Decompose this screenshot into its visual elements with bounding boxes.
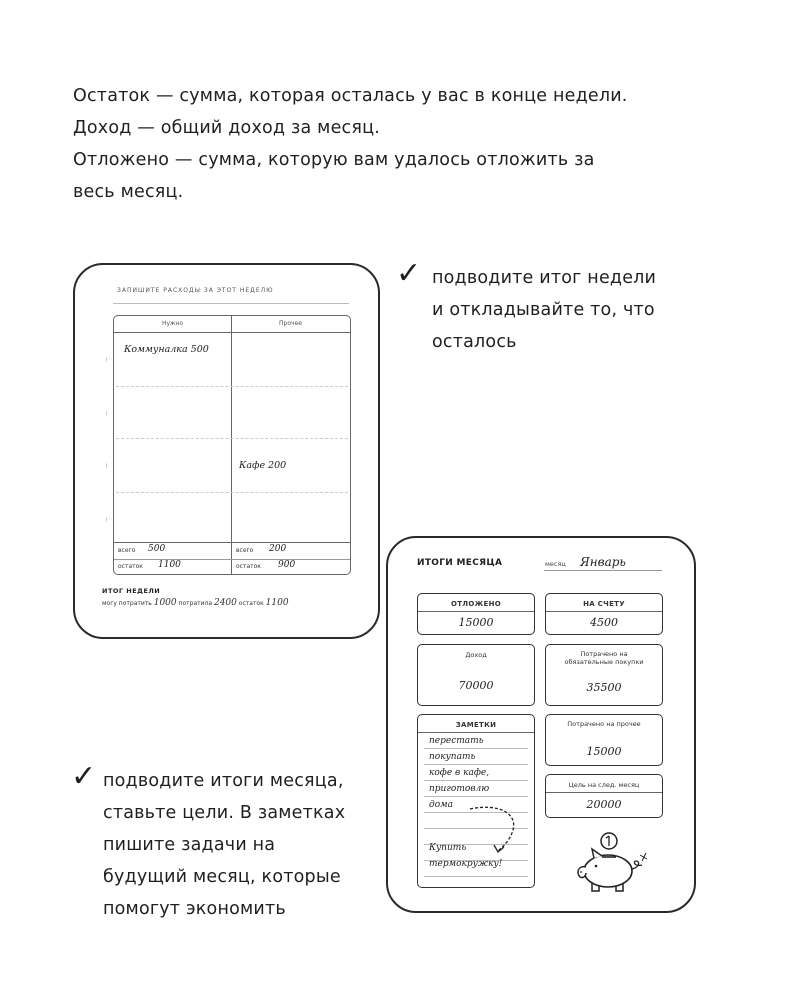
- divider: [113, 303, 349, 304]
- month-value: Январь: [580, 555, 626, 569]
- row-divider: [116, 438, 348, 439]
- spent-mandatory-box: [545, 644, 663, 706]
- monthly-card-title: ИТОГИ МЕСЯЦА: [417, 558, 503, 568]
- spent-other-label: Потрачено на прочее: [567, 720, 641, 728]
- note-item: покупать: [429, 752, 476, 762]
- spent-other-box: [545, 714, 663, 766]
- total-value: 200: [269, 544, 287, 554]
- summary-label: остаток: [238, 600, 264, 607]
- summary-label: могу потратить: [102, 600, 152, 607]
- total-label: всего: [236, 547, 254, 554]
- summary-value: 1100: [265, 598, 289, 608]
- weekday-marker: —: [104, 517, 110, 522]
- row-divider: [116, 492, 348, 493]
- note-rule: [424, 876, 528, 877]
- tip-line: помогут экономить: [103, 899, 286, 919]
- note-item: Купить: [429, 843, 467, 853]
- tip-line: пишите задачи на: [103, 835, 276, 855]
- column-header-other: Прочее: [279, 320, 302, 327]
- remainder-label: остаток: [118, 563, 143, 570]
- week-summary-title: ИТОГ НЕДЕЛИ: [102, 587, 161, 595]
- spent-other-value: 15000: [586, 745, 622, 758]
- weekday-marker: —: [104, 411, 110, 416]
- intro-line: Остаток — сумма, которая осталась у вас в конце недели.: [73, 86, 628, 106]
- weekday-marker: —: [104, 463, 110, 468]
- remainder-label: остаток: [236, 563, 261, 570]
- weekly-expenses-card: [73, 263, 380, 639]
- notes-label: ЗАМЕТКИ: [455, 721, 497, 729]
- note-rule: [424, 796, 528, 797]
- goal-value: 20000: [586, 798, 622, 811]
- goal-label: Цель на след. месяц: [568, 781, 640, 789]
- row-divider: [116, 386, 348, 387]
- table-footer: [114, 542, 350, 575]
- account-value: 4500: [590, 616, 618, 629]
- account-label: НА СЧЕТУ: [583, 600, 625, 608]
- note-item: кофе в кафе,: [429, 768, 490, 778]
- income-label: Доход: [465, 651, 487, 659]
- divider: [546, 792, 662, 793]
- tip-line: осталось: [432, 332, 517, 352]
- weekly-tip: [396, 256, 657, 358]
- monthly-summary-card: [386, 536, 696, 913]
- checkmark-icon: ✓: [396, 256, 422, 291]
- expenses-table: [104, 315, 351, 575]
- remainder-value: 900: [278, 560, 296, 570]
- piggy-bank-icon: [572, 831, 652, 895]
- spent-mandatory-value: 35500: [586, 681, 622, 694]
- note-rule: [424, 764, 528, 765]
- column-header-needed: Нужно: [161, 320, 184, 327]
- remainder-value: 1100: [158, 560, 181, 570]
- summary-value: 1000: [153, 598, 177, 608]
- tip-line: будущий месяц, которые: [103, 867, 341, 887]
- divider: [418, 732, 534, 733]
- account-box: [545, 593, 663, 635]
- note-rule: [424, 780, 528, 781]
- total-value: 500: [148, 544, 166, 554]
- note-rule: [424, 748, 528, 749]
- weekday-marker: —: [104, 357, 110, 362]
- intro-line: Отложено — сумма, которую вам удалось отложить за: [73, 150, 595, 170]
- note-item: термокружку!: [429, 859, 503, 869]
- intro-text: [73, 80, 753, 208]
- divider: [418, 611, 534, 612]
- entry-needed: Коммуналка 500: [124, 344, 209, 355]
- note-item: перестать: [429, 736, 484, 746]
- divider: [114, 559, 350, 560]
- saved-value: 15000: [458, 616, 494, 629]
- divider: [546, 611, 662, 612]
- total-label: всего: [118, 547, 136, 554]
- saved-label: ОТЛОЖЕНО: [450, 600, 502, 608]
- monthly-tip: [71, 759, 346, 925]
- week-summary: [102, 598, 289, 608]
- checkmark-icon: ✓: [71, 759, 97, 794]
- month-label: месяц: [545, 560, 566, 568]
- column-divider: [231, 316, 232, 574]
- table-header: [114, 316, 350, 333]
- goal-box: [545, 774, 663, 818]
- tip-line: подводите итоги месяца,: [103, 771, 344, 791]
- intro-line: весь месяц.: [73, 182, 184, 202]
- entry-other: Кафе 200: [239, 460, 287, 471]
- income-value: 70000: [458, 679, 494, 692]
- spent-mandatory-label: Потрачено на обязательные покупки: [564, 650, 644, 666]
- notes-box: [417, 714, 535, 888]
- tip-line: подводите итог недели: [432, 268, 657, 288]
- income-box: [417, 644, 535, 706]
- weekly-card-title: ЗАПИШИТЕ РАСХОДЫ ЗА ЭТОТ НЕДЕЛЮ: [117, 287, 274, 294]
- saved-box: [417, 593, 535, 635]
- summary-value: 2400: [213, 598, 237, 608]
- tip-line: и откладывайте то, что: [432, 300, 655, 320]
- tip-line: ставьте цели. В заметках: [103, 803, 346, 823]
- note-item: приготовлю: [429, 784, 490, 794]
- summary-label: потратила: [178, 600, 213, 607]
- note-item: дома: [429, 800, 453, 810]
- arrow-icon: [468, 801, 524, 857]
- divider: [544, 570, 662, 571]
- intro-line: Доход — общий доход за месяц.: [73, 118, 380, 138]
